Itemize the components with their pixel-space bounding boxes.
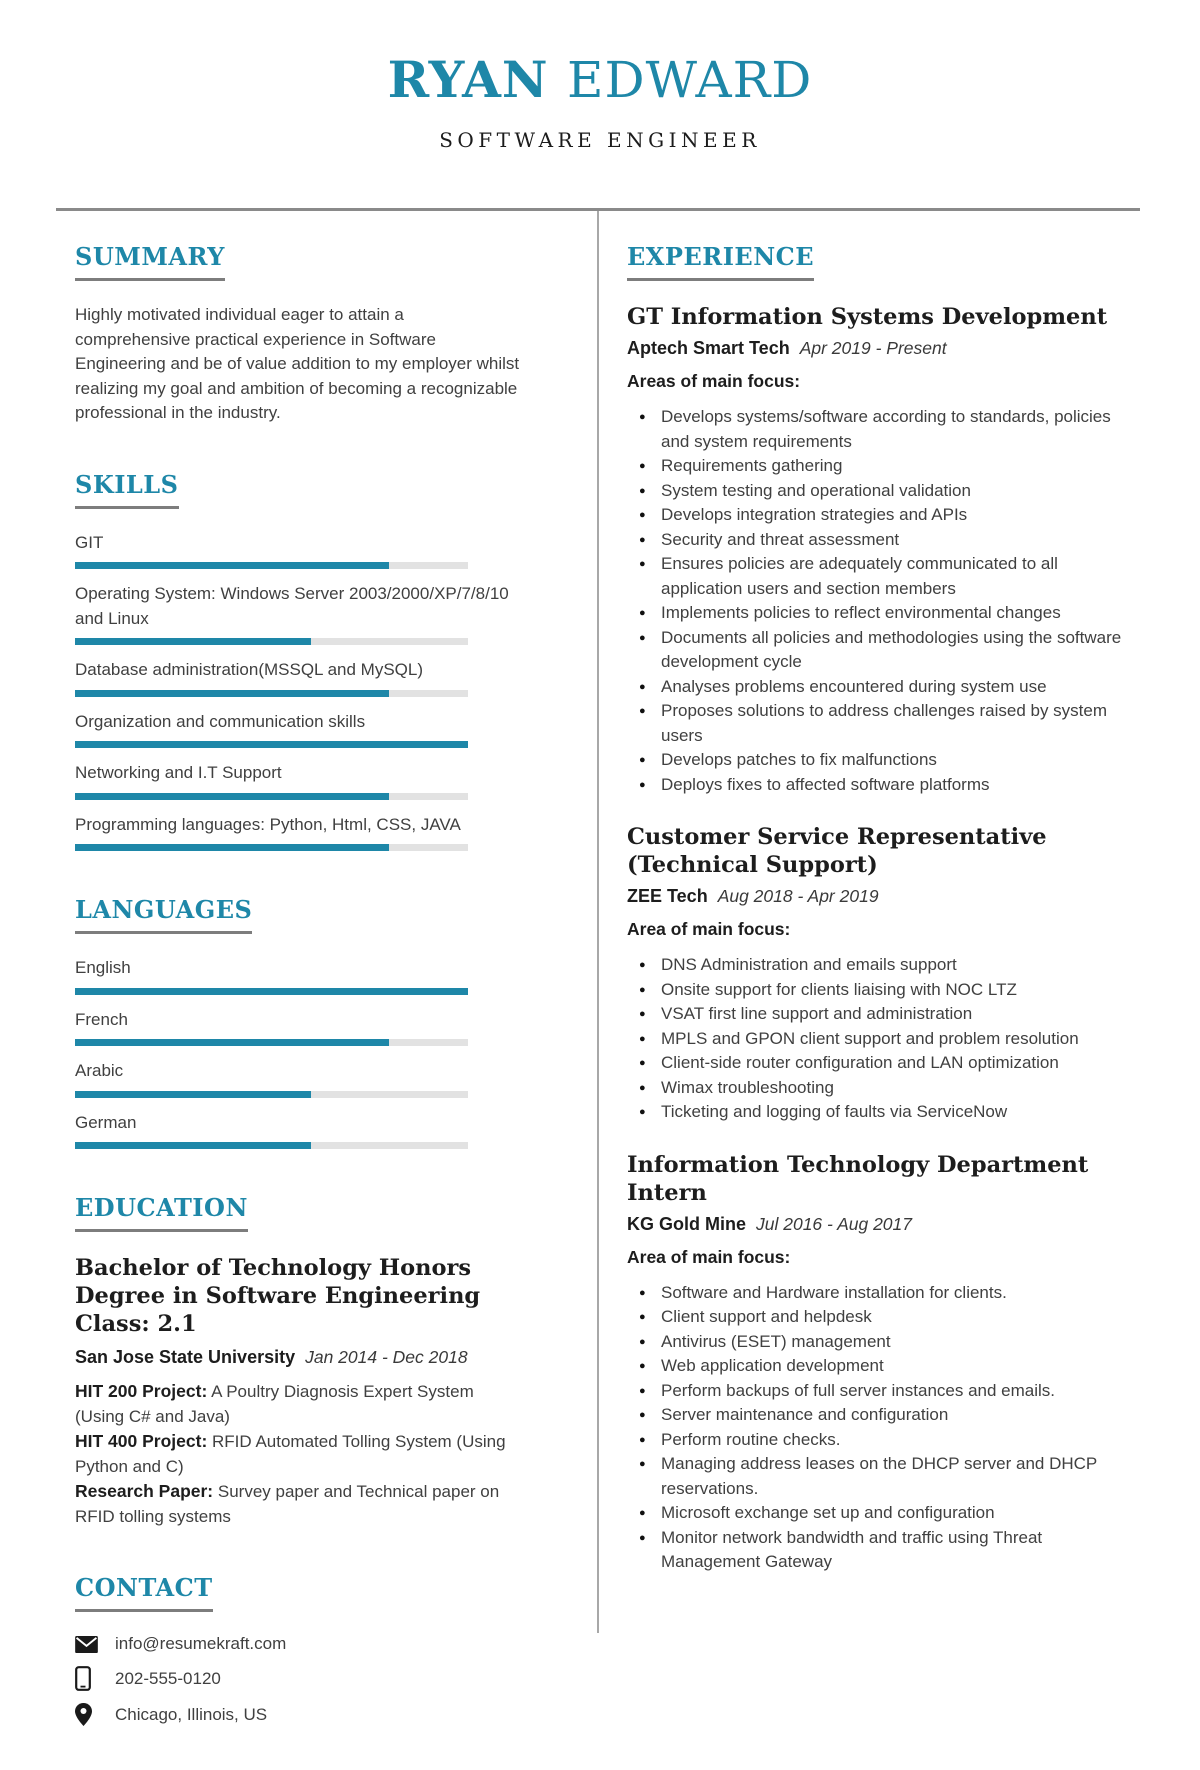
summary-heading: SUMMARY [75, 242, 225, 281]
job-bullet: ● Microsoft exchange set up and configuration [627, 1501, 1142, 1526]
job-bullet: ● Perform routine checks. [627, 1428, 1142, 1453]
contact-phone: 202-555-0120 [115, 1668, 221, 1688]
job-bullet: ● Wimax troubleshooting [627, 1076, 1142, 1101]
job-title: Information Technology Department Intern [627, 1151, 1089, 1206]
education-detail-label: HIT 200 Project: [75, 1381, 208, 1401]
job-bullet: ● Proposes solutions to address challenges raised by system users [627, 699, 1142, 748]
job-bullet: ● VSAT first line support and administration [627, 1002, 1142, 1027]
contact-heading: CONTACT [75, 1573, 213, 1612]
job-bullet: ● Implements policies to reflect environmental changes [627, 601, 1142, 626]
skill-bar [75, 793, 468, 800]
summary-text: Highly motivated individual eager to attain a comprehensive practical experience in Software Engineering and be of value addition to my employer whilst realizing my goal and ambition of becoming a recognizable professional in the industry. [75, 305, 520, 422]
job-dates: Apr 2019 - Present [799, 338, 947, 358]
skill-bar-fill [75, 562, 389, 569]
skill-label: Database administration(MSSQL and MySQL) [75, 660, 424, 679]
skill-bar-fill [75, 690, 389, 697]
education-detail-text: RFID Automated Tolling System (Using Python and C) [75, 1432, 506, 1476]
focus-label: Areas of main focus: [627, 371, 801, 391]
skill-bar-fill [75, 844, 389, 851]
job-bullet: ● Develops patches to fix malfunctions [627, 748, 1142, 773]
job-bullet: ● Develops integration strategies and APIs [627, 503, 1142, 528]
job-dates: Aug 2018 - Apr 2019 [717, 886, 879, 906]
job-entry [627, 303, 1142, 797]
job-entry [627, 823, 1142, 1125]
languages-heading: LANGUAGES [75, 895, 252, 934]
skill-bar [75, 638, 468, 645]
language-label: English [75, 958, 131, 977]
skill-label: Networking and I.T Support [75, 763, 282, 782]
job-dates: Jul 2016 - Aug 2017 [756, 1213, 912, 1234]
skill-item [75, 582, 523, 645]
job-bullet: ● Monitor network bandwidth and traffic using Threat Management Gateway [627, 1526, 1142, 1575]
location-pin-icon [75, 1703, 101, 1726]
contact-email: info@resumekraft.com [115, 1634, 287, 1653]
skill-item [75, 761, 523, 800]
job-title: Customer Service Representative (Technical Support) [627, 824, 1047, 878]
focus-label: Area of main focus: [627, 919, 791, 939]
contact-section [75, 1573, 523, 1726]
job-bullet: ● Analyses problems encountered during system use [627, 675, 1142, 700]
language-bar-fill [75, 988, 468, 995]
school-line [75, 1344, 523, 1371]
skill-item [75, 710, 523, 749]
contact-location-row [75, 1703, 523, 1726]
candidate-name [0, 0, 1200, 108]
job-bullet: ● Deploys fixes to affected software platforms [627, 773, 1142, 798]
language-label: German [75, 1112, 137, 1132]
job-bullet: ● Develops systems/software according to standards, policies and system requirements [627, 405, 1142, 454]
skill-bar-fill [75, 638, 311, 645]
job-bullet: ● Documents all policies and methodologies using the software development cycle [627, 626, 1142, 675]
job-meta [627, 336, 1142, 362]
skill-item [75, 813, 523, 852]
job-bullet: ● Antivirus (ESET) management [627, 1330, 1142, 1355]
languages-section [75, 895, 523, 1149]
company-name: ZEE Tech [627, 886, 708, 906]
language-label: French [75, 1009, 128, 1029]
skill-bar [75, 562, 468, 569]
job-bullet: ● Perform backups of full server instances and emails. [627, 1379, 1142, 1404]
job-bullet: ● Web application development [627, 1354, 1142, 1379]
language-bar [75, 1039, 468, 1046]
skill-label: Programming languages: Python, Html, CSS, JAVA [75, 814, 461, 834]
contact-phone-row [75, 1666, 523, 1691]
job-bullet: ● Client-side router configuration and LAN optimization [627, 1051, 1142, 1076]
language-item [75, 1111, 523, 1150]
company-name: Aptech Smart Tech [627, 338, 790, 358]
job-bullet: ● System testing and operational validation [627, 479, 1142, 504]
job-bullet: ● MPLS and GPON client support and problem resolution [627, 1027, 1142, 1052]
focus-label: Area of main focus: [627, 1246, 791, 1267]
language-item [75, 956, 523, 995]
education-detail [75, 1429, 523, 1479]
summary-section [75, 242, 523, 426]
left-column [75, 242, 523, 1770]
job-bullet: ● Managing address leases on the DHCP server and DHCP reservations. [627, 1452, 1142, 1501]
job-bullet: ● Client support and helpdesk [627, 1305, 1142, 1330]
contact-email-row [75, 1634, 523, 1654]
job-bullet: ● DNS Administration and emails support [627, 953, 1142, 978]
skill-bar [75, 690, 468, 697]
education-section [75, 1193, 523, 1529]
candidate-job-title: SOFTWARE ENGINEER [439, 128, 761, 152]
language-bar-fill [75, 1039, 389, 1046]
job-bullet: ● Software and Hardware installation for clients. [627, 1281, 1142, 1306]
school-name: San Jose State University [75, 1347, 296, 1367]
skills-section [75, 470, 523, 852]
right-column [627, 242, 1142, 1601]
job-bullet-list [627, 405, 1142, 797]
skill-bar-fill [75, 793, 389, 800]
education-detail-label: HIT 400 Project: [75, 1431, 208, 1451]
skills-heading: SKILLS [75, 470, 179, 509]
skill-item [75, 531, 523, 570]
education-detail-label: Research Paper: [75, 1481, 214, 1501]
skill-bar [75, 844, 468, 851]
education-detail [75, 1479, 523, 1529]
language-bar [75, 1142, 468, 1149]
job-entry [627, 1151, 1142, 1575]
language-bar-fill [75, 1091, 311, 1098]
content-columns [0, 242, 1200, 1770]
candidate-last-name: EDWARD [567, 51, 813, 109]
degree-title: Bachelor of Technology Honors Degree in Software Engineering Class: 2.1 [75, 1255, 481, 1337]
education-detail [75, 1379, 523, 1429]
skill-label: GIT [75, 532, 104, 552]
phone-icon [75, 1666, 101, 1691]
language-bar [75, 988, 468, 995]
job-bullet: ● Security and threat assessment [627, 528, 1142, 553]
job-bullet: ● Server maintenance and configuration [627, 1403, 1142, 1428]
company-name: KG Gold Mine [627, 1213, 746, 1234]
skill-label: Organization and communication skills [75, 711, 366, 731]
job-bullet-list [627, 953, 1142, 1125]
skill-label: Operating System: Windows Server 2003/2000/XP/7/8/10 and Linux [75, 584, 509, 628]
language-bar [75, 1091, 468, 1098]
contact-location: Chicago, Illinois, US [115, 1704, 268, 1724]
header [0, 0, 1200, 152]
skill-item [75, 658, 523, 697]
envelope-icon [75, 1636, 101, 1653]
job-title: GT Information Systems Development [627, 304, 1108, 330]
job-bullet: ● Onsite support for clients liaising with NOC LTZ [627, 978, 1142, 1003]
language-item [75, 1008, 523, 1047]
job-bullet: ● Ensures policies are adequately communicated to all application users and section members [627, 552, 1142, 601]
education-dates: Jan 2014 - Dec 2018 [305, 1347, 468, 1367]
skill-bar-fill [75, 741, 468, 748]
skill-bar [75, 741, 468, 748]
language-bar-fill [75, 1142, 311, 1149]
education-detail-text: Survey paper and Technical paper on RFID tolling systems [75, 1482, 500, 1526]
language-item [75, 1059, 523, 1098]
education-heading: EDUCATION [75, 1193, 248, 1232]
education-detail-text: A Poultry Diagnosis Expert System (Using C# and Java) [75, 1382, 474, 1426]
experience-heading: EXPERIENCE [627, 242, 814, 281]
candidate-first-name: RYAN [387, 50, 549, 109]
job-bullet-list [627, 1281, 1142, 1575]
job-meta [627, 884, 1142, 910]
language-label: Arabic [75, 1061, 124, 1080]
job-bullet: ● Requirements gathering [627, 454, 1142, 479]
job-bullet: ● Ticketing and logging of faults via ServiceNow [627, 1100, 1142, 1125]
job-meta [627, 1212, 1142, 1238]
